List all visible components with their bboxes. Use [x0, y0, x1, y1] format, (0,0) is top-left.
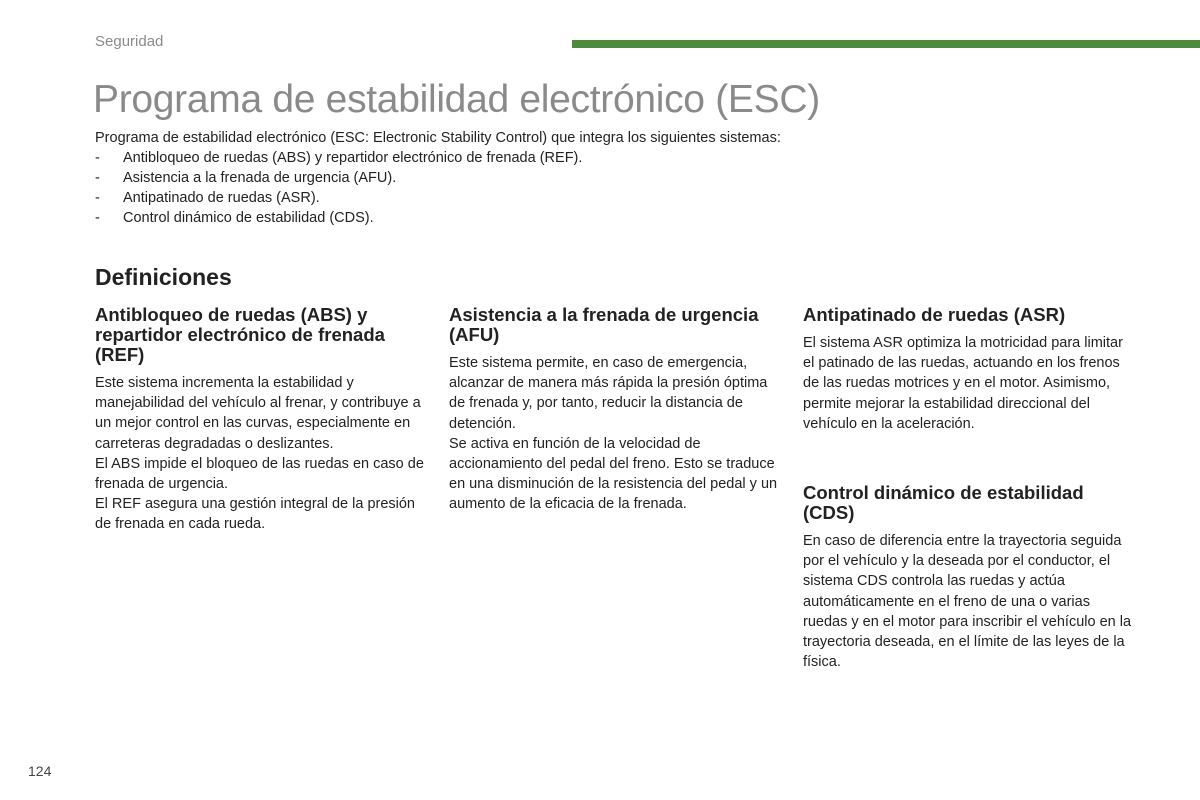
abs-heading: Antibloqueo de ruedas (ABS) y repartidor electrónico de frenada (REF) — [95, 304, 385, 365]
intro-list — [95, 148, 995, 228]
asr-section — [803, 305, 1133, 434]
abs-paragraph-1: Este sistema incrementa la estabilidad y manejabilidad del vehículo al frenar, y contribuye a un mejor control en las curvas, especialmente en carreteras degradadas o deslizantes. — [95, 375, 421, 452]
page-title: Programa de estabilidad electrónico (ESC) — [93, 78, 820, 121]
afu-section — [449, 305, 779, 515]
cds-paragraph-1: En caso de diferencia entre la trayectoria seguida por el vehículo y la deseada por el conductor, el sistema CDS controla las ruedas y actúa automáticamente en el freno de una o varias ruedas y en el motor para inscribir el vehículo en la trayectoria deseada, en el límite de las leyes de la física. — [803, 533, 1132, 671]
list-item — [95, 168, 995, 188]
header-accent-bar — [572, 40, 1200, 48]
list-item — [95, 188, 995, 208]
cds-section — [803, 483, 1133, 672]
list-item-text: Antibloqueo de ruedas (ABS) y repartidor electrónico de frenada (REF). — [123, 150, 583, 166]
abs-paragraph-3: El REF asegura una gestión integral de la presión de frenada en cada rueda. — [95, 496, 415, 533]
list-item-text: Asistencia a la frenada de urgencia (AFU). — [123, 170, 397, 186]
abs-paragraph-2: El ABS impide el bloqueo de las ruedas en caso de frenada de urgencia. — [95, 455, 424, 493]
bullet-dash: - — [95, 190, 100, 206]
afu-heading: Asistencia a la frenada de urgencia (AFU) — [449, 304, 759, 345]
intro — [95, 128, 995, 228]
afu-paragraph-1: Este sistema permite, en caso de emergencia, alcanzar de manera más rápida la presión óptima de frenada y, por tanto, reducir la distancia de detención. — [449, 355, 768, 432]
abs-section — [95, 305, 425, 535]
cds-heading: Control dinámico de estabilidad (CDS) — [803, 482, 1084, 523]
bullet-dash: - — [95, 150, 100, 166]
asr-heading: Antipatinado de ruedas (ASR) — [803, 304, 1066, 325]
intro-lead: Programa de estabilidad electrónico (ESC: Electronic Stability Control) que integra los siguientes sistemas: — [95, 130, 781, 146]
section-label: Seguridad — [95, 33, 164, 50]
afu-paragraph-2: Se activa en función de la velocidad de accionamiento del pedal del freno. Esto se traduce en una disminución de la resistencia del pedal y un aumento de la eficacia de la frenada. — [449, 435, 778, 513]
list-item-text: Control dinámico de estabilidad (CDS). — [123, 210, 374, 226]
asr-paragraph-1: El sistema ASR optimiza la motricidad para limitar el patinado de las ruedas, actuando en los frenos de las ruedas motrices y en el motor. Asimismo, permite mejorar la estabilidad direccional del vehículo en la aceleración. — [803, 335, 1123, 432]
bullet-dash: - — [95, 170, 100, 186]
definitions-title: Definiciones — [95, 264, 232, 290]
list-item — [95, 148, 995, 168]
bullet-dash: - — [95, 210, 100, 226]
page-number: 124 — [28, 763, 52, 779]
list-item — [95, 208, 995, 228]
list-item-text: Antipatinado de ruedas (ASR). — [123, 190, 320, 206]
